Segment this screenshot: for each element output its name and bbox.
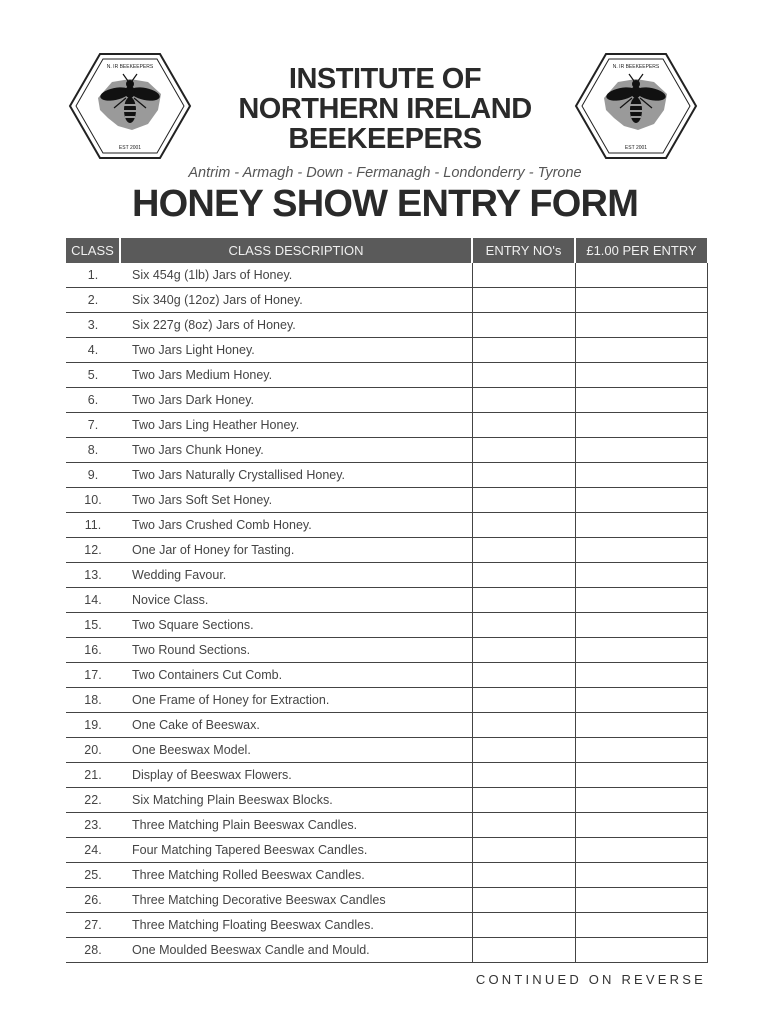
entry-number-field[interactable] — [472, 463, 575, 488]
table-row — [66, 663, 707, 688]
entry-number-field[interactable] — [472, 488, 575, 513]
entry-number-field[interactable] — [472, 263, 575, 288]
entry-fee-field[interactable] — [575, 613, 707, 638]
logo-text-top: N. IR BEEKEEPERS — [106, 64, 154, 70]
entry-fee-field[interactable] — [575, 913, 707, 938]
entry-number-field[interactable] — [472, 638, 575, 663]
org-name-line-3: BEEKEEPERS — [288, 123, 482, 155]
table-row — [66, 438, 707, 463]
entry-fee-field[interactable] — [575, 388, 707, 413]
entry-fee-field[interactable] — [575, 463, 707, 488]
class-description: Display of Beeswax Flowers. — [120, 763, 472, 788]
entry-fee-field[interactable] — [575, 713, 707, 738]
table-row — [66, 688, 707, 713]
entry-fee-field[interactable] — [575, 688, 707, 713]
entry-number-field[interactable] — [472, 813, 575, 838]
entry-number-field[interactable] — [472, 888, 575, 913]
class-description: Two Jars Crushed Comb Honey. — [120, 513, 472, 538]
org-name-line-1: INSTITUTE OF — [288, 63, 482, 95]
table-row — [66, 338, 707, 363]
class-number: 21. — [66, 763, 120, 788]
entry-fee-field[interactable] — [575, 788, 707, 813]
table-row — [66, 838, 707, 863]
class-description: Three Matching Plain Beeswax Candles. — [120, 813, 472, 838]
entry-number-field[interactable] — [472, 538, 575, 563]
entry-fee-field[interactable] — [575, 513, 707, 538]
bee-logo-right — [574, 52, 698, 160]
table-row — [66, 388, 707, 413]
organization-name — [200, 64, 570, 154]
class-number: 19. — [66, 713, 120, 738]
entry-number-field[interactable] — [472, 613, 575, 638]
table-row — [66, 588, 707, 613]
entry-number-field[interactable] — [472, 588, 575, 613]
class-number: 1. — [66, 263, 120, 288]
table-header-row — [66, 238, 707, 263]
entry-number-field[interactable] — [472, 788, 575, 813]
class-description: Six 340g (12oz) Jars of Honey. — [120, 288, 472, 313]
entry-number-field[interactable] — [472, 513, 575, 538]
class-number: 22. — [66, 788, 120, 813]
class-description: One Cake of Beeswax. — [120, 713, 472, 738]
entry-fee-field[interactable] — [575, 663, 707, 688]
entry-fee-field[interactable] — [575, 313, 707, 338]
class-number: 8. — [66, 438, 120, 463]
logo-text-top: N. IR BEEKEEPERS — [612, 64, 660, 70]
class-number: 9. — [66, 463, 120, 488]
entry-fee-field[interactable] — [575, 938, 707, 963]
table-row — [66, 413, 707, 438]
class-description: Two Square Sections. — [120, 613, 472, 638]
column-header-class: CLASS — [66, 238, 120, 263]
table-row — [66, 813, 707, 838]
class-description: Two Jars Naturally Crystallised Honey. — [120, 463, 472, 488]
class-description: Six 227g (8oz) Jars of Honey. — [120, 313, 472, 338]
class-description: Six Matching Plain Beeswax Blocks. — [120, 788, 472, 813]
class-description: Two Jars Medium Honey. — [120, 363, 472, 388]
table-row — [66, 863, 707, 888]
class-description: Two Jars Light Honey. — [120, 338, 472, 363]
class-number: 18. — [66, 688, 120, 713]
table-row — [66, 563, 707, 588]
table-row — [66, 938, 707, 963]
class-number: 2. — [66, 288, 120, 313]
class-number: 26. — [66, 888, 120, 913]
entry-number-field[interactable] — [472, 863, 575, 888]
table-row — [66, 763, 707, 788]
form-title: HONEY SHOW ENTRY FORM — [131, 183, 639, 225]
table-row — [66, 263, 707, 288]
entry-fee-field[interactable] — [575, 263, 707, 288]
class-description: Three Matching Floating Beeswax Candles. — [120, 913, 472, 938]
class-description: Two Round Sections. — [120, 638, 472, 663]
counties-subtitle: Antrim - Armagh - Down - Fermanagh - Londonderry - Tyrone — [188, 165, 582, 181]
entry-fee-field[interactable] — [575, 363, 707, 388]
entry-number-field[interactable] — [472, 838, 575, 863]
entry-number-field[interactable] — [472, 288, 575, 313]
entry-fee-field[interactable] — [575, 538, 707, 563]
entry-number-field[interactable] — [472, 338, 575, 363]
class-number: 3. — [66, 313, 120, 338]
class-number: 15. — [66, 613, 120, 638]
class-description: Four Matching Tapered Beeswax Candles. — [120, 838, 472, 863]
entry-fee-field[interactable] — [575, 288, 707, 313]
entry-number-field[interactable] — [472, 363, 575, 388]
bee-logo-left — [68, 52, 192, 160]
table-row — [66, 738, 707, 763]
class-number: 10. — [66, 488, 120, 513]
entry-fee-field[interactable] — [575, 738, 707, 763]
class-number: 7. — [66, 413, 120, 438]
class-description: Two Containers Cut Comb. — [120, 663, 472, 688]
class-number: 13. — [66, 563, 120, 588]
column-header-description: CLASS DESCRIPTION — [120, 238, 472, 263]
table-row — [66, 713, 707, 738]
table-row — [66, 538, 707, 563]
class-description: Two Jars Soft Set Honey. — [120, 488, 472, 513]
class-number: 4. — [66, 338, 120, 363]
class-description: Two Jars Ling Heather Honey. — [120, 413, 472, 438]
entry-number-field[interactable] — [472, 938, 575, 963]
logo-text-bottom: EST 2001 — [624, 145, 648, 151]
table-row — [66, 913, 707, 938]
class-number: 27. — [66, 913, 120, 938]
entry-number-field[interactable] — [472, 913, 575, 938]
table-row — [66, 613, 707, 638]
table-row — [66, 288, 707, 313]
entry-fee-field[interactable] — [575, 763, 707, 788]
table-row — [66, 788, 707, 813]
table-row — [66, 888, 707, 913]
class-number: 25. — [66, 863, 120, 888]
table-row — [66, 488, 707, 513]
entry-fee-field[interactable] — [575, 563, 707, 588]
class-description: Three Matching Rolled Beeswax Candles. — [120, 863, 472, 888]
class-number: 14. — [66, 588, 120, 613]
entry-fee-field[interactable] — [575, 888, 707, 913]
class-number: 17. — [66, 663, 120, 688]
entry-number-field[interactable] — [472, 713, 575, 738]
org-name-line-2: NORTHERN IRELAND — [238, 93, 532, 125]
entry-number-field[interactable] — [472, 663, 575, 688]
class-description: Two Jars Dark Honey. — [120, 388, 472, 413]
entry-number-field[interactable] — [472, 563, 575, 588]
entry-fee-field[interactable] — [575, 438, 707, 463]
logo-text-bottom: EST 2001 — [118, 145, 142, 151]
class-description: Three Matching Decorative Beeswax Candles — [120, 888, 472, 913]
entry-number-field[interactable] — [472, 388, 575, 413]
class-number: 24. — [66, 838, 120, 863]
class-description: One Beeswax Model. — [120, 738, 472, 763]
class-number: 16. — [66, 638, 120, 663]
column-header-fee: £1.00 PER ENTRY — [575, 238, 707, 263]
class-description: One Frame of Honey for Extraction. — [120, 688, 472, 713]
entry-fee-field[interactable] — [575, 413, 707, 438]
entry-fee-field[interactable] — [575, 488, 707, 513]
entry-rows — [66, 263, 707, 963]
table-row — [66, 638, 707, 663]
entry-number-field[interactable] — [472, 438, 575, 463]
continued-note: CONTINUED ON REVERSE — [475, 972, 706, 987]
entry-number-field[interactable] — [472, 413, 575, 438]
entry-fee-field[interactable] — [575, 863, 707, 888]
entry-fee-field[interactable] — [575, 588, 707, 613]
class-number: 23. — [66, 813, 120, 838]
entry-fee-field[interactable] — [575, 638, 707, 663]
entry-number-field[interactable] — [472, 313, 575, 338]
class-description: One Jar of Honey for Tasting. — [120, 538, 472, 563]
table-row — [66, 513, 707, 538]
entry-fee-field[interactable] — [575, 813, 707, 838]
class-number: 6. — [66, 388, 120, 413]
entry-fee-field[interactable] — [575, 838, 707, 863]
class-description: Novice Class. — [120, 588, 472, 613]
class-number: 20. — [66, 738, 120, 763]
class-description: Wedding Favour. — [120, 563, 472, 588]
table-row — [66, 463, 707, 488]
entry-table — [66, 238, 708, 963]
class-number: 5. — [66, 363, 120, 388]
class-description: One Moulded Beeswax Candle and Mould. — [120, 938, 472, 963]
table-row — [66, 363, 707, 388]
table-row — [66, 313, 707, 338]
class-number: 12. — [66, 538, 120, 563]
entry-number-field[interactable] — [472, 688, 575, 713]
entry-fee-field[interactable] — [575, 338, 707, 363]
entry-number-field[interactable] — [472, 738, 575, 763]
column-header-entry-numbers: ENTRY NO's — [472, 238, 575, 263]
class-number: 11. — [66, 513, 120, 538]
class-number: 28. — [66, 938, 120, 963]
entry-number-field[interactable] — [472, 763, 575, 788]
class-description: Two Jars Chunk Honey. — [120, 438, 472, 463]
class-description: Six 454g (1lb) Jars of Honey. — [120, 263, 472, 288]
